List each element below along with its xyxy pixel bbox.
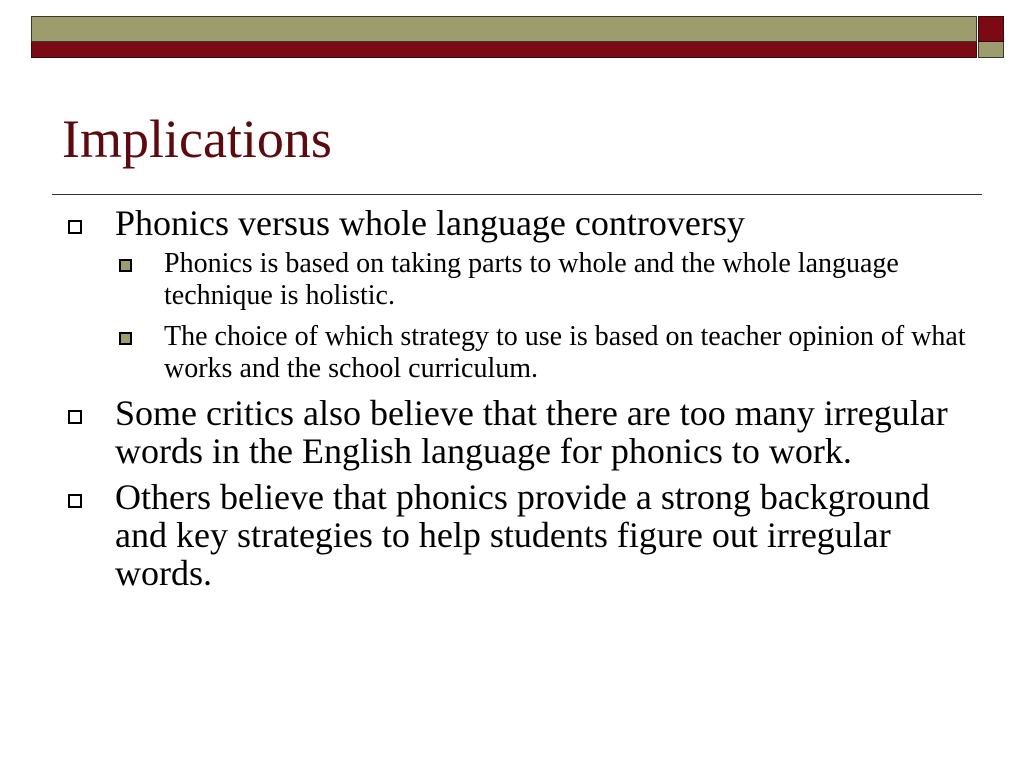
bullet-text: Some critics also believe that there are too many irregular words in the English language for phonics to work. (115, 393, 948, 471)
sub-bullet-item (115, 248, 980, 312)
corner-square-maroon (978, 16, 1004, 42)
header-band-maroon (31, 42, 977, 58)
hollow-square-icon (68, 410, 82, 424)
sub-bullet-text: The choice of which strategy to use is based on teacher opinion of what works and the school curriculum. (164, 321, 966, 384)
bullet-text: Others believe that phonics provide a strong background and key strategies to help students figure out irregular words. (115, 477, 930, 593)
corner-square-olive (978, 42, 1004, 58)
bullet-item (60, 478, 980, 592)
hollow-square-icon (68, 220, 82, 234)
bullet-text: Phonics versus whole language controversy (115, 203, 745, 243)
bullet-item (60, 204, 980, 385)
slide-title: Implications (62, 109, 332, 169)
bullet-item (60, 394, 980, 470)
title-divider (52, 194, 982, 195)
hollow-square-icon (68, 494, 82, 508)
sub-bullet-item (115, 321, 980, 385)
sub-bullet-text: Phonics is based on taking parts to whole and the whole language technique is holistic. (164, 248, 899, 311)
header-band-olive (31, 16, 977, 42)
filled-square-icon (119, 259, 132, 272)
filled-square-icon (119, 332, 132, 345)
sub-bullet-list (115, 248, 980, 385)
slide-body (60, 204, 980, 600)
